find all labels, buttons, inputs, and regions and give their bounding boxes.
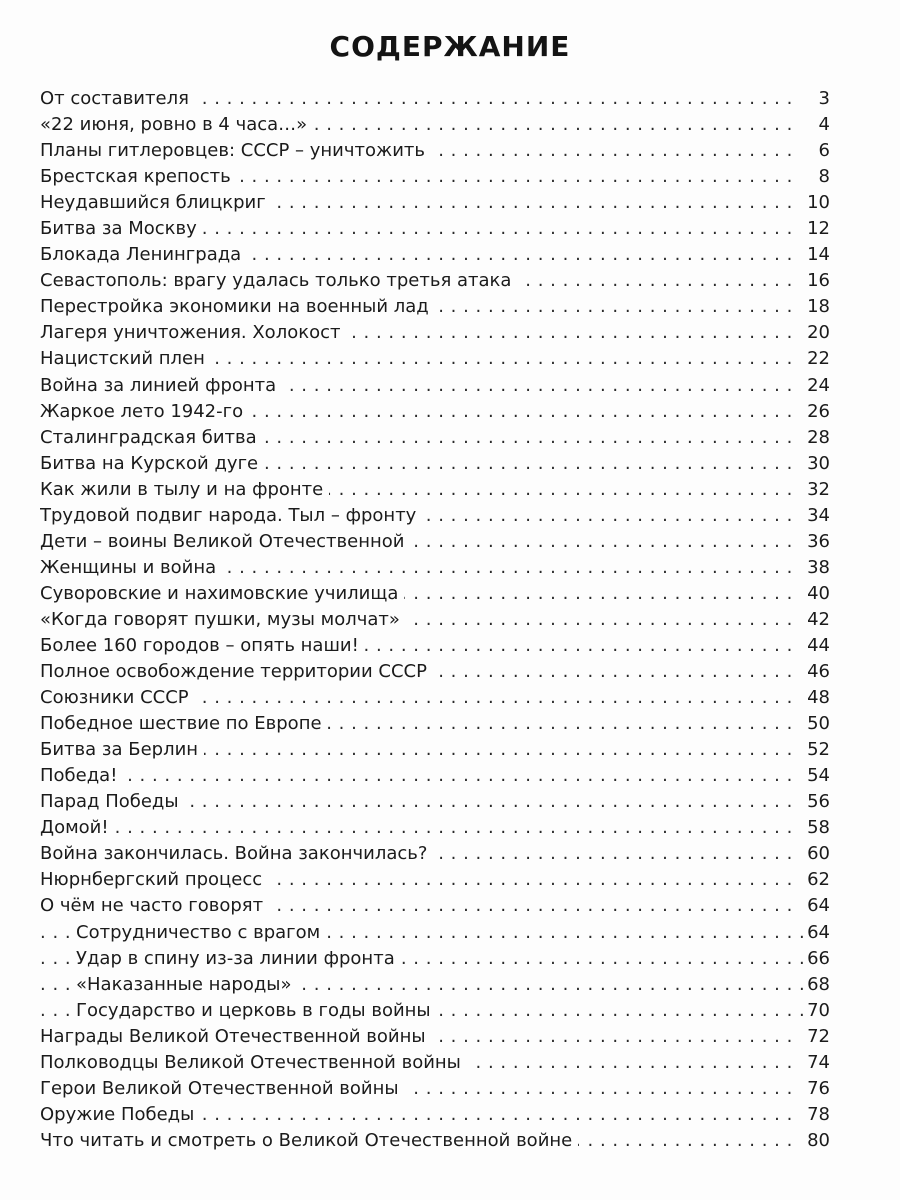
toc-entry-title: Более 160 городов – опять наши!	[40, 635, 365, 656]
toc-entry-title: Севастополь: врагу удалась только третья атака	[40, 270, 517, 291]
toc-page-number: 26	[803, 399, 830, 425]
toc-page-number: 28	[803, 425, 830, 451]
toc-entry-title: Оружие Победы	[40, 1104, 200, 1125]
toc-page-number: 56	[803, 789, 830, 815]
toc-entry	[40, 555, 830, 581]
toc-entry	[40, 451, 830, 477]
toc-entry	[40, 1050, 830, 1076]
toc-entry	[40, 841, 830, 867]
toc-page-number: 6	[815, 138, 830, 164]
toc-page-number: 30	[803, 451, 830, 477]
toc-entry	[40, 346, 830, 372]
toc-page-number: 44	[803, 633, 830, 659]
toc-entry-title: Парад Победы	[40, 791, 185, 812]
toc-entry	[40, 503, 830, 529]
toc-entry	[40, 893, 830, 919]
toc-entry-title: От составителя	[40, 88, 195, 109]
toc-entry-title: Удар в спину из-за линии фронта	[76, 948, 401, 969]
toc-entry-title: Победа!	[40, 765, 123, 786]
toc-entry	[40, 711, 830, 737]
toc-entry	[40, 737, 830, 763]
toc-page-number: 18	[803, 294, 830, 320]
toc-page-number: 48	[803, 685, 830, 711]
toc-page-number: 64	[807, 920, 830, 946]
toc-entry	[40, 633, 830, 659]
toc-entry-title: Сотрудничество с врагом	[76, 922, 326, 943]
toc-entry-title: Союзники СССР	[40, 687, 195, 708]
toc-page-number: 14	[803, 242, 830, 268]
toc-entry-title: Битва за Берлин	[40, 739, 204, 760]
toc-page-number: 60	[803, 841, 830, 867]
toc-page-number: 70	[807, 998, 830, 1024]
toc-entry	[40, 607, 830, 633]
toc-entry	[40, 190, 830, 216]
toc-entry	[40, 659, 830, 685]
toc-subentry	[40, 920, 830, 946]
toc-page-number: 54	[803, 763, 830, 789]
toc-page-number: 66	[807, 946, 830, 972]
toc-page-number: 78	[803, 1102, 830, 1128]
toc-entry	[40, 320, 830, 346]
toc-entry-title: Трудовой подвиг народа. Тыл – фронту	[40, 505, 422, 526]
toc-entry-title: Битва на Курской дуге	[40, 453, 264, 474]
toc-entry-title: Домой!	[40, 817, 115, 838]
toc-entry	[40, 242, 830, 268]
toc-page-number: 20	[803, 320, 830, 346]
toc-entry-title: Перестройка экономики на военный лад	[40, 296, 435, 317]
toc-entry-title: Женщины и война	[40, 557, 222, 578]
toc-entry-title: Суворовские и нахимовские училища	[40, 583, 404, 604]
toc-page-number: 74	[803, 1050, 830, 1076]
toc-page-number: 42	[803, 607, 830, 633]
toc-entry	[40, 268, 830, 294]
toc-entry-title: Жаркое лето 1942-го	[40, 401, 249, 422]
toc-page-number: 8	[815, 164, 830, 190]
toc-entry	[40, 399, 830, 425]
toc-entry	[40, 867, 830, 893]
toc-entry-title: Полное освобождение территории СССР	[40, 661, 433, 682]
toc-entry-title: О чём не часто говорят	[40, 895, 269, 916]
toc-entry-title: Награды Великой Отечественной войны	[40, 1026, 432, 1047]
toc-page-number: 68	[807, 972, 830, 998]
toc-page-number: 46	[803, 659, 830, 685]
toc-page-number: 38	[803, 555, 830, 581]
toc-entry-title: Война закончилась. Война закончилась?	[40, 843, 433, 864]
toc-entry	[40, 1024, 830, 1050]
toc-entry	[40, 373, 830, 399]
toc-entry	[40, 763, 830, 789]
toc-entry-title: Государство и церковь в годы войны	[76, 1000, 437, 1021]
toc-entry-title: Сталинградская битва	[40, 427, 263, 448]
toc-page-number: 76	[803, 1076, 830, 1102]
toc-entry	[40, 164, 830, 190]
toc-entry-title: Дети – воины Великой Отечественной	[40, 531, 410, 552]
toc-entry	[40, 1128, 830, 1154]
toc-page-number: 32	[803, 477, 830, 503]
toc-page-number: 36	[803, 529, 830, 555]
page-title: СОДЕРЖАНИЕ	[329, 30, 571, 63]
toc-page-number: 62	[803, 867, 830, 893]
toc-page-number: 64	[803, 893, 830, 919]
toc-page-number: 12	[803, 216, 830, 242]
toc-entry	[40, 789, 830, 815]
toc-entry	[40, 685, 830, 711]
toc-entry-title: «Наказанные народы»	[76, 974, 298, 995]
toc-entry	[40, 112, 830, 138]
toc-entry-title: Нюрнбергский процесс	[40, 869, 268, 890]
toc-entry	[40, 477, 830, 503]
toc-entry-title: Война за линией фронта	[40, 375, 282, 396]
toc-page-number: 4	[815, 112, 830, 138]
toc-subentry	[40, 998, 830, 1024]
toc-entry	[40, 529, 830, 555]
toc-entry-title: Герои Великой Отечественной войны	[40, 1078, 405, 1099]
toc-entry	[40, 815, 830, 841]
toc-entry-title: Брестская крепость	[40, 166, 237, 187]
toc-entry-title: Полководцы Великой Отечественной войны	[40, 1052, 467, 1073]
toc-page-number: 72	[803, 1024, 830, 1050]
toc-entry-title: Победное шествие по Европе	[40, 713, 328, 734]
toc-page-number: 52	[803, 737, 830, 763]
toc-entry	[40, 1076, 830, 1102]
toc-entry-title: Битва за Москву	[40, 218, 203, 239]
toc-entry	[40, 138, 830, 164]
toc-page-number: 3	[815, 86, 830, 112]
toc-entry-title: Как жили в тылу и на фронте	[40, 479, 329, 500]
toc-page-number: 24	[803, 373, 830, 399]
toc-page-number: 16	[803, 268, 830, 294]
toc-page-number: 22	[803, 346, 830, 372]
toc-entry-title: Блокада Ленинграда	[40, 244, 247, 265]
toc-entry-title: Нацистский плен	[40, 348, 211, 369]
toc-entry-title: Планы гитлеровцев: СССР – уничтожить	[40, 140, 431, 161]
toc-entry-title: Что читать и смотреть о Великой Отечественной войне	[40, 1130, 578, 1151]
toc-page-number: 34	[803, 503, 830, 529]
table-of-contents	[40, 86, 830, 1154]
toc-entry	[40, 425, 830, 451]
toc-page-number: 40	[803, 581, 830, 607]
toc-entry-title: Неудавшийся блицкриг	[40, 192, 272, 213]
toc-page-number: 50	[803, 711, 830, 737]
toc-page-number: 58	[803, 815, 830, 841]
toc-entry-title: «22 июня, ровно в 4 часа…»	[40, 114, 313, 135]
toc-entry	[40, 216, 830, 242]
toc-entry	[40, 581, 830, 607]
toc-subentry	[40, 946, 830, 972]
toc-subentry	[40, 972, 830, 998]
toc-entry-title: Лагеря уничтожения. Холокост	[40, 322, 346, 343]
toc-entry	[40, 294, 830, 320]
toc-page-number: 10	[803, 190, 830, 216]
toc-entry	[40, 1102, 830, 1128]
toc-page-number: 80	[803, 1128, 830, 1154]
toc-entry	[40, 86, 830, 112]
toc-entry-title: «Когда говорят пушки, музы молчат»	[40, 609, 406, 630]
